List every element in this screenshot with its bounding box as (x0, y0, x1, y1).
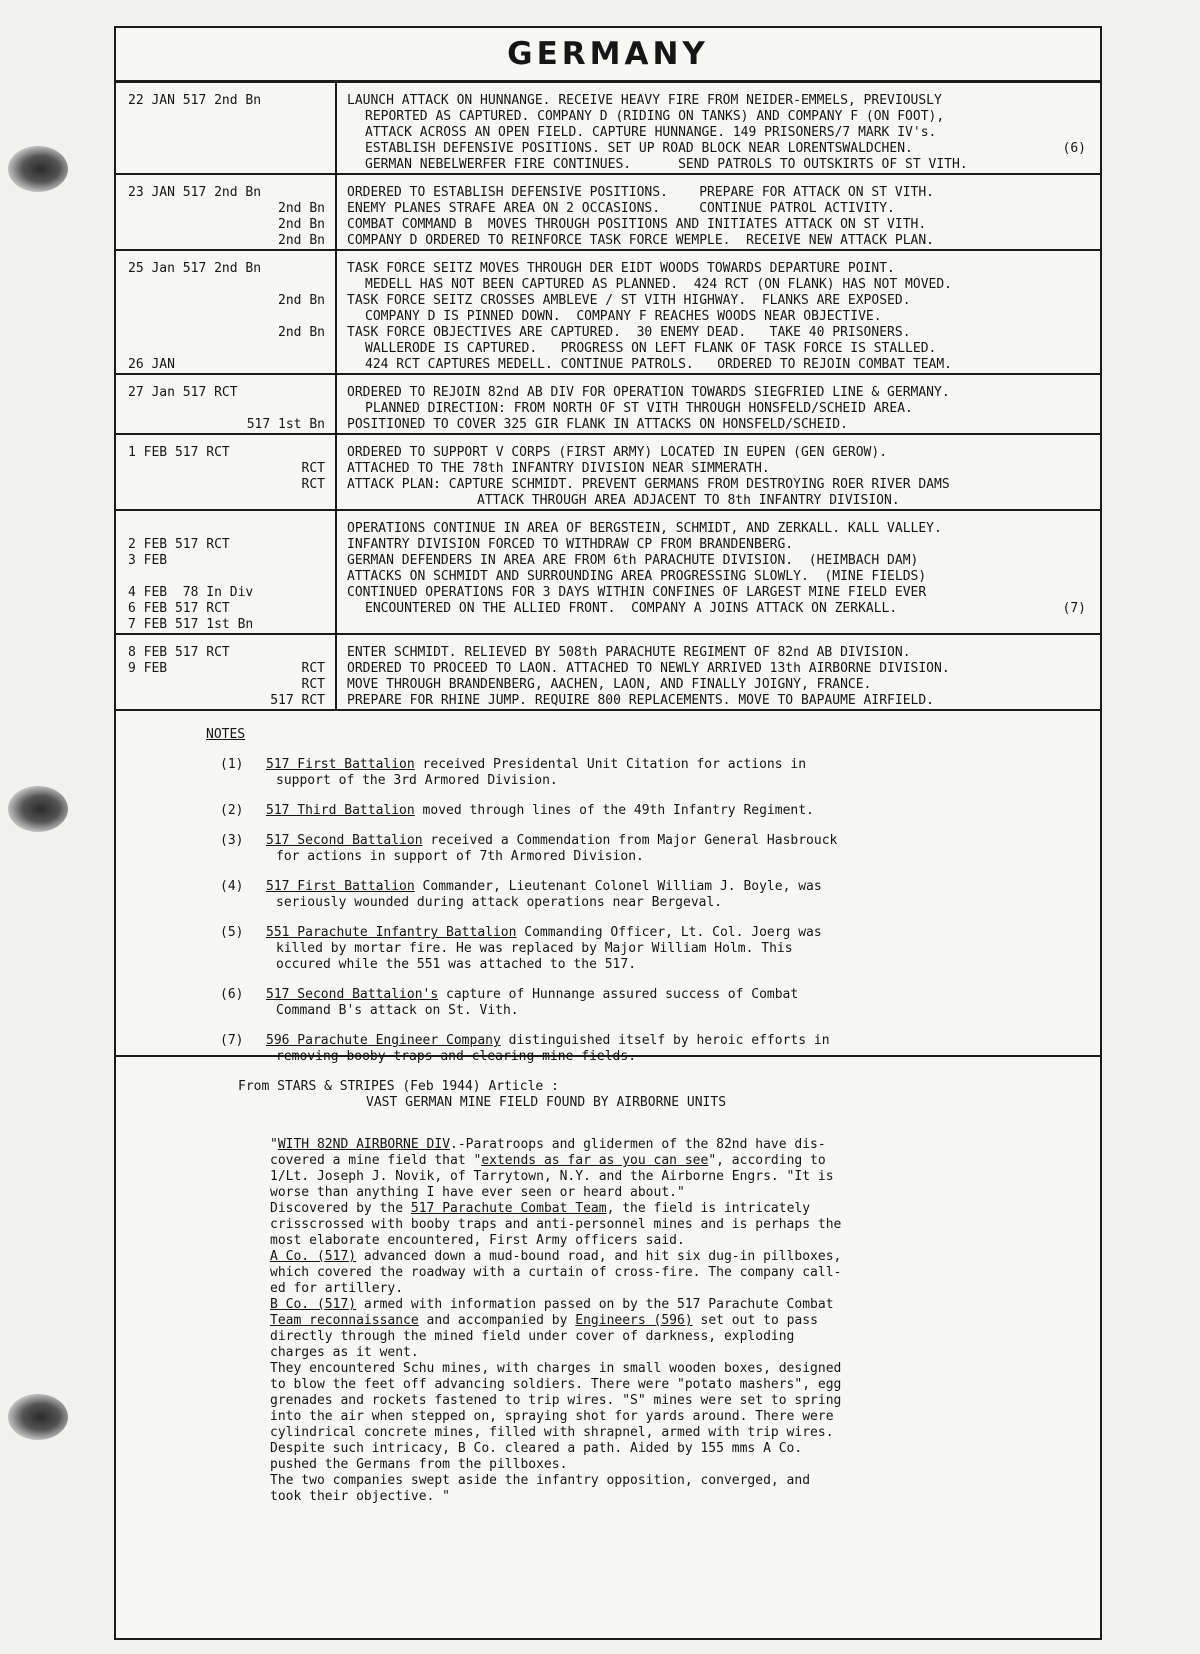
date-text: 3 FEB (128, 553, 168, 568)
article-source: From STARS & STRIPES (Feb 1944) Article : (238, 1079, 559, 1094)
date-text (128, 309, 325, 325)
note-line (266, 803, 1100, 819)
operations-log-table (116, 83, 1100, 711)
entry-dates (116, 250, 336, 374)
event-text: ESTABLISH DEFENSIVE POSITIONS. SET UP ROAD BLOCK NEAR LORENTSWALDCHEN. (365, 141, 913, 156)
date-line (128, 141, 325, 157)
article-text: covered a mine field that " (270, 1153, 482, 1168)
article-text: grenades and rockets fastened to trip wires. "S" mines were set to spring (270, 1393, 842, 1408)
note-line: Command B's attack on St. Vith. (276, 1003, 519, 1018)
binder-hole-bottom (8, 1394, 68, 1440)
note-item (206, 803, 1100, 819)
article-text: and accompanied by (418, 1313, 576, 1328)
event-line (347, 233, 1092, 249)
note-item (206, 833, 1100, 865)
event-text: COMBAT COMMAND B MOVES THROUGH POSITIONS AND INITIATES ATTACK ON ST VITH. (347, 217, 927, 232)
binder-hole-top (8, 146, 68, 192)
event-text: LAUNCH ATTACK ON HUNNANGE. RECEIVE HEAVY FIRE FROM NEIDER-EMMELS, PREVIOUSLY (347, 93, 942, 108)
entry-events (336, 174, 1100, 250)
article-underlined: extends as far as you can see (481, 1153, 709, 1168)
article-text: 1/Lt. Joseph J. Novik, of Tarrytown, N.Y. and the Airborne Engrs. "It is (270, 1169, 834, 1184)
entry-dates (116, 434, 336, 510)
entry-events (336, 634, 1100, 710)
article-section (116, 1057, 1100, 1505)
date-line (128, 261, 325, 277)
event-line (347, 217, 1092, 233)
article-text: took their objective. " (270, 1489, 451, 1504)
date-line (128, 601, 325, 617)
unit-text: 2nd Bn (278, 293, 325, 308)
event-line (347, 401, 1092, 417)
note-item (206, 925, 1100, 973)
article-underlined: Team reconnaissance (270, 1313, 419, 1328)
event-text: ORDERED TO PROCEED TO LAON. ATTACHED TO NEWLY ARRIVED 13th AIRBORNE DIVISION. (347, 661, 950, 676)
date-text (128, 325, 278, 341)
note-text: Commanding Officer, Lt. Col. Joerg was (516, 925, 822, 940)
article-line (270, 1361, 1040, 1377)
date-text (128, 293, 278, 309)
event-spacer (347, 617, 1092, 633)
date-line (128, 693, 325, 709)
note-number: (5) (220, 925, 244, 940)
date-text (128, 217, 278, 233)
event-text: MEDELL HAS NOT BEEN CAPTURED AS PLANNED. 424 RCT (ON FLANK) HAS NOT MOVED. (365, 277, 952, 292)
note-reference: (6) (1062, 141, 1086, 156)
article-text: Despite such intricacy, B Co. cleared a path. Aided by 155 mms A Co. (270, 1441, 803, 1456)
date-text (128, 569, 325, 585)
article-line (270, 1217, 1040, 1233)
note-line (266, 833, 1100, 849)
note-unit: 596 Parachute Engineer Company (266, 1033, 501, 1048)
note-number: (4) (220, 879, 244, 894)
article-line (270, 1489, 1040, 1505)
note-item (206, 757, 1100, 789)
date-line (128, 325, 325, 341)
event-line (347, 293, 1092, 309)
article-text: pushed the Germans from the pillboxes. (270, 1457, 568, 1472)
article-underlined: 517 Parachute Combat Team (410, 1201, 607, 1216)
event-text: PLANNED DIRECTION: FROM NORTH OF ST VITH THROUGH HONSFELD/SCHEID AREA. (365, 401, 913, 416)
article-line (270, 1457, 1040, 1473)
article-text: set out to pass (692, 1313, 818, 1328)
article-line (270, 1313, 1040, 1329)
event-line (347, 309, 1092, 325)
event-line (347, 157, 1092, 173)
event-text: ORDERED TO REJOIN 82nd AB DIV FOR OPERATION TOWARDS SIEGFRIED LINE & GERMANY. (347, 385, 950, 400)
article-text: armed with information passed on by the 517 Parachute Combat (356, 1297, 834, 1312)
article-headline: VAST GERMAN MINE FIELD FOUND BY AIRBORNE UNITS (366, 1095, 727, 1110)
event-text: 424 RCT CAPTURES MEDELL. CONTINUE PATROLS. ORDERED TO REJOIN COMBAT TEAM. (365, 357, 952, 372)
event-text: COMPANY D ORDERED TO REINFORCE TASK FORCE WEMPLE. RECEIVE NEW ATTACK PLAN. (347, 233, 934, 248)
unit-text: RCT (301, 677, 325, 692)
article-text: .-Paratroops and glidermen of the 82nd have dis- (450, 1137, 826, 1152)
article-text: They encountered Schu mines, with charges in small wooden boxes, designed (270, 1361, 842, 1376)
note-unit: 551 Parachute Infantry Battalion (266, 925, 517, 940)
event-text: GERMAN DEFENDERS IN AREA ARE FROM 6th PARACHUTE DIVISION. (HEIMBACH DAM) (347, 553, 919, 568)
event-line (347, 93, 1092, 109)
date-text: 27 Jan 517 RCT (128, 385, 238, 400)
article-line (270, 1249, 1040, 1265)
event-line (347, 277, 1092, 293)
event-line (347, 661, 1092, 677)
note-line: for actions in support of 7th Armored Division. (276, 849, 644, 864)
date-text (128, 201, 278, 217)
note-body (266, 1033, 1100, 1065)
event-text: POSITIONED TO COVER 325 GIR FLANK IN ATTACKS ON HONSFELD/SCHEID. (347, 417, 848, 432)
event-text: ENTER SCHMIDT. RELIEVED BY 508th PARACHUTE REGIMENT OF 82nd AB DIVISION. (347, 645, 911, 660)
article-line (270, 1409, 1040, 1425)
date-text (128, 693, 270, 709)
date-line (128, 93, 325, 109)
article-line (270, 1281, 1040, 1297)
date-line (128, 537, 325, 553)
entry-dates (116, 83, 336, 174)
note-unit: 517 Third Battalion (266, 803, 415, 818)
entry-dates (116, 510, 336, 634)
article-line (270, 1441, 1040, 1457)
date-line (128, 493, 325, 509)
article-text: Discovered by the (270, 1201, 411, 1216)
article-underlined: B Co. (517) (270, 1297, 357, 1312)
note-text: received a Commendation from Major General Hasbrouck (422, 833, 838, 848)
event-text: ATTACK PLAN: CAPTURE SCHMIDT. PREVENT GERMANS FROM DESTROYING ROER RIVER DAMS (347, 477, 950, 492)
event-text: OPERATIONS CONTINUE IN AREA OF BERGSTEIN, SCHMIDT, AND ZERKALL. KALL VALLEY. (347, 521, 942, 536)
article-text: crisscrossed with booby traps and anti-personnel mines and is perhaps the (270, 1217, 842, 1232)
date-text (128, 461, 302, 477)
date-line (128, 277, 325, 293)
article-line (270, 1153, 1040, 1169)
note-reference: (7) (1062, 601, 1086, 616)
date-text: 25 Jan 517 2nd Bn (128, 261, 262, 276)
event-line (347, 585, 1092, 601)
unit-text: RCT (301, 477, 325, 492)
event-text: ATTACK ACROSS AN OPEN FIELD. CAPTURE HUNNANGE. 149 PRISONERS/7 MARK IV's. (365, 125, 937, 140)
event-text: GERMAN NEBELWERFER FIRE CONTINUES. SEND PATROLS TO OUTSKIRTS OF ST VITH. (365, 157, 968, 172)
event-line (347, 325, 1092, 341)
date-text (128, 341, 325, 357)
date-text: 26 JAN (128, 357, 175, 372)
event-text: COMPANY D IS PINNED DOWN. COMPANY F REACHES WOODS NEAR OBJECTIVE. (365, 309, 882, 324)
event-text: TASK FORCE SEITZ MOVES THROUGH DER EIDT WOODS TOWARDS DEPARTURE POINT. (347, 261, 895, 276)
article-text: , the field is intricately (606, 1201, 811, 1216)
note-number: (7) (220, 1033, 244, 1048)
unit-text: 517 RCT (270, 693, 325, 708)
article-text: directly through the mined field under cover of darkness, exploding (270, 1329, 795, 1344)
note-line (266, 1033, 1100, 1049)
event-text: ATTACKS ON SCHMIDT AND SURROUNDING AREA PROGRESSING SLOWLY. (MINE FIELDS) (347, 569, 927, 584)
article-text: ", according to (708, 1153, 826, 1168)
date-line (128, 157, 325, 173)
date-text (128, 401, 325, 417)
article-underlined: Engineers (596) (575, 1313, 693, 1328)
unit-text: 517 1st Bn (246, 417, 325, 432)
note-line (266, 757, 1100, 773)
note-text: moved through lines of the 49th Infantry Regiment. (414, 803, 814, 818)
article-line (270, 1169, 1040, 1185)
article-text: most elaborate encountered, First Army officers said. (270, 1233, 685, 1248)
event-text: ATTACHED TO THE 78th INFANTRY DIVISION NEAR SIMMERATH. (347, 461, 770, 476)
event-line (347, 445, 1092, 461)
date-text: 7 FEB 517 1st Bn (128, 617, 254, 632)
event-line (347, 601, 1092, 617)
note-line (266, 987, 1100, 1003)
article-body (116, 1137, 1100, 1505)
document-sheet (114, 26, 1102, 1640)
unit-text: 2nd Bn (278, 201, 325, 216)
event-line (347, 521, 1092, 537)
note-item (206, 1033, 1100, 1065)
date-line (128, 553, 325, 569)
event-line (347, 677, 1092, 693)
date-text: 8 FEB 517 RCT (128, 645, 230, 660)
date-text: 4 FEB 78 In Div (128, 585, 254, 600)
event-line (347, 693, 1092, 709)
event-text: WALLERODE IS CAPTURED. PROGRESS ON LEFT FLANK OF TASK FORCE IS STALLED. (365, 341, 937, 356)
date-line (128, 661, 325, 677)
article-text: ed for artillery. (270, 1281, 404, 1296)
unit-text: 2nd Bn (278, 325, 325, 340)
note-body (266, 879, 1100, 911)
article-underlined: WITH 82ND AIRBORNE DIV (277, 1137, 451, 1152)
note-unit: 517 Second Battalion (266, 833, 423, 848)
event-line (347, 537, 1092, 553)
note-line: occured while the 551 was attached to the 517. (276, 957, 637, 972)
date-line (128, 521, 325, 537)
date-line (128, 341, 325, 357)
article-line (270, 1377, 1040, 1393)
date-text (128, 521, 325, 537)
article-line (270, 1473, 1040, 1489)
note-body (266, 803, 1100, 819)
date-line (128, 385, 325, 401)
note-number: (6) (220, 987, 244, 1002)
date-text (128, 417, 247, 433)
date-line (128, 185, 325, 201)
date-text (128, 233, 278, 249)
note-line (266, 925, 1100, 941)
log-entry (116, 434, 1100, 510)
entry-events (336, 83, 1100, 174)
note-text: distinguished itself by heroic efforts in (500, 1033, 830, 1048)
event-text: ATTACK THROUGH AREA ADJACENT TO 8th INFANTRY DIVISION. (477, 493, 900, 508)
entry-dates (116, 634, 336, 710)
article-line (270, 1393, 1040, 1409)
note-number: (3) (220, 833, 244, 848)
unit-text: RCT (301, 661, 325, 676)
date-line (128, 477, 325, 493)
article-text: to blow the feet off advancing soldiers. There were "potato mashers", egg (270, 1377, 842, 1392)
log-entry (116, 83, 1100, 174)
date-line (128, 109, 325, 125)
date-text (128, 677, 302, 693)
note-number: (2) (220, 803, 244, 818)
note-line: killed by mortar fire. He was replaced by Major William Holm. This (276, 941, 793, 956)
event-text: CONTINUED OPERATIONS FOR 3 DAYS WITHIN CONFINES OF LARGEST MINE FIELD EVER (347, 585, 927, 600)
date-line (128, 677, 325, 693)
date-line (128, 461, 325, 477)
event-line (347, 261, 1092, 277)
note-unit: 517 First Battalion (266, 879, 415, 894)
note-item (206, 987, 1100, 1019)
note-text: received Presidental Unit Citation for actions in (414, 757, 807, 772)
binder-hole-middle (8, 786, 68, 832)
article-line (270, 1329, 1040, 1345)
event-line (347, 493, 1092, 509)
event-line (347, 461, 1092, 477)
date-text: 9 FEB (128, 661, 168, 676)
date-line (128, 417, 325, 433)
note-item (206, 879, 1100, 911)
article-line (270, 1233, 1040, 1249)
date-line (128, 617, 325, 633)
article-text: into the air when stepped on, spraying shot for yards around. There were (270, 1409, 834, 1424)
notes-section (116, 711, 1100, 1064)
date-text (128, 109, 325, 125)
note-number: (1) (220, 757, 244, 772)
event-line (347, 417, 1092, 433)
date-line (128, 585, 325, 601)
date-text: 23 JAN 517 2nd Bn (128, 185, 262, 200)
note-text: capture of Hunnange assured success of Combat (438, 987, 799, 1002)
date-line (128, 293, 325, 309)
note-line: seriously wounded during attack operations near Bergeval. (276, 895, 723, 910)
event-line (347, 185, 1092, 201)
event-line (347, 645, 1092, 661)
event-line (347, 357, 1092, 373)
article-text: The two companies swept aside the infantry opposition, converged, and (270, 1473, 811, 1488)
event-line (347, 109, 1092, 125)
event-line (347, 553, 1092, 569)
log-entry (116, 174, 1100, 250)
event-text: ORDERED TO ESTABLISH DEFENSIVE POSITIONS. PREPARE FOR ATTACK ON ST VITH. (347, 185, 934, 200)
unit-text: 2nd Bn (278, 233, 325, 248)
note-line: support of the 3rd Armored Division. (276, 773, 558, 788)
event-text: MOVE THROUGH BRANDENBERG, AACHEN, LAON, AND FINALLY JOIGNY, FRANCE. (347, 677, 872, 692)
event-line (347, 201, 1092, 217)
notes-heading: NOTES (206, 727, 246, 742)
event-line (347, 569, 1092, 585)
date-line (128, 357, 325, 373)
article-line (270, 1425, 1040, 1441)
note-unit: 517 First Battalion (266, 757, 415, 772)
date-text (128, 157, 325, 173)
event-text: ENCOUNTERED ON THE ALLIED FRONT. COMPANY A JOINS ATTACK ON ZERKALL. (365, 601, 898, 616)
article-text: advanced down a mud-bound road, and hit six dug-in pillboxes, (356, 1249, 842, 1264)
note-line (266, 879, 1100, 895)
article-line (270, 1297, 1040, 1313)
event-text: PREPARE FOR RHINE JUMP. REQUIRE 800 REPLACEMENTS. MOVE TO BAPAUME AIRFIELD. (347, 693, 934, 708)
date-text: 2 FEB 517 RCT (128, 537, 230, 552)
article-line (270, 1201, 1040, 1217)
unit-text: RCT (301, 461, 325, 476)
date-text (128, 493, 325, 509)
entry-events (336, 374, 1100, 434)
article-text: which covered the roadway with a curtain of cross-fire. The company call- (270, 1265, 842, 1280)
date-line (128, 401, 325, 417)
event-line (347, 477, 1092, 493)
date-line (128, 645, 325, 661)
event-text: REPORTED AS CAPTURED. COMPANY D (RIDING ON TANKS) AND COMPANY F (ON FOOT), (365, 109, 945, 124)
date-text (128, 141, 325, 157)
entry-dates (116, 374, 336, 434)
event-line (347, 141, 1092, 157)
article-line (270, 1137, 1040, 1153)
article-line (270, 1265, 1040, 1281)
event-line (347, 125, 1092, 141)
date-text (128, 477, 302, 493)
article-underlined: A Co. (517) (270, 1249, 357, 1264)
date-text: 22 JAN 517 2nd Bn (128, 93, 262, 108)
article-text: worse than anything I have ever seen or heard about." (270, 1185, 685, 1200)
event-line (347, 385, 1092, 401)
date-line (128, 569, 325, 585)
event-text: INFANTRY DIVISION FORCED TO WITHDRAW CP FROM BRANDENBERG. (347, 537, 794, 552)
article-text: cylindrical concrete mines, filled with shrapnel, armed with trip wires. (270, 1425, 834, 1440)
article-text: charges as it went. (270, 1345, 419, 1360)
date-line (128, 309, 325, 325)
event-text: TASK FORCE SEITZ CROSSES AMBLEVE / ST VITH HIGHWAY. FLANKS ARE EXPOSED. (347, 293, 911, 308)
date-text (128, 277, 325, 293)
date-line (128, 233, 325, 249)
note-body (266, 925, 1100, 973)
event-text: ORDERED TO SUPPORT V CORPS (FIRST ARMY) LOCATED IN EUPEN (GEN GEROW). (347, 445, 888, 460)
article-text: " (270, 1137, 278, 1152)
date-line (128, 445, 325, 461)
log-entry (116, 374, 1100, 434)
entry-events (336, 434, 1100, 510)
event-line (347, 341, 1092, 357)
entry-events (336, 510, 1100, 634)
entry-dates (116, 174, 336, 250)
event-text: TASK FORCE OBJECTIVES ARE CAPTURED. 30 ENEMY DEAD. TAKE 40 PRISONERS. (347, 325, 911, 340)
article-line (270, 1345, 1040, 1361)
log-entry (116, 634, 1100, 710)
note-line: removing booby traps and clearing mine fields. (276, 1049, 637, 1064)
date-line (128, 201, 325, 217)
note-unit: 517 Second Battalion's (266, 987, 439, 1002)
unit-text: 2nd Bn (278, 217, 325, 232)
article-line (270, 1185, 1040, 1201)
event-text: ENEMY PLANES STRAFE AREA ON 2 OCCASIONS. CONTINUE PATROL ACTIVITY. (347, 201, 895, 216)
entry-events (336, 250, 1100, 374)
date-line (128, 217, 325, 233)
date-text: 1 FEB 517 RCT (128, 445, 230, 460)
date-text (128, 125, 325, 141)
note-body (266, 757, 1100, 789)
note-body (266, 987, 1100, 1019)
date-text: 6 FEB 517 RCT (128, 601, 230, 616)
date-line (128, 125, 325, 141)
log-entry (116, 510, 1100, 634)
note-body (266, 833, 1100, 865)
page-title: GERMANY (116, 28, 1100, 83)
log-entry (116, 250, 1100, 374)
note-text: Commander, Lieutenant Colonel William J. Boyle, was (414, 879, 822, 894)
